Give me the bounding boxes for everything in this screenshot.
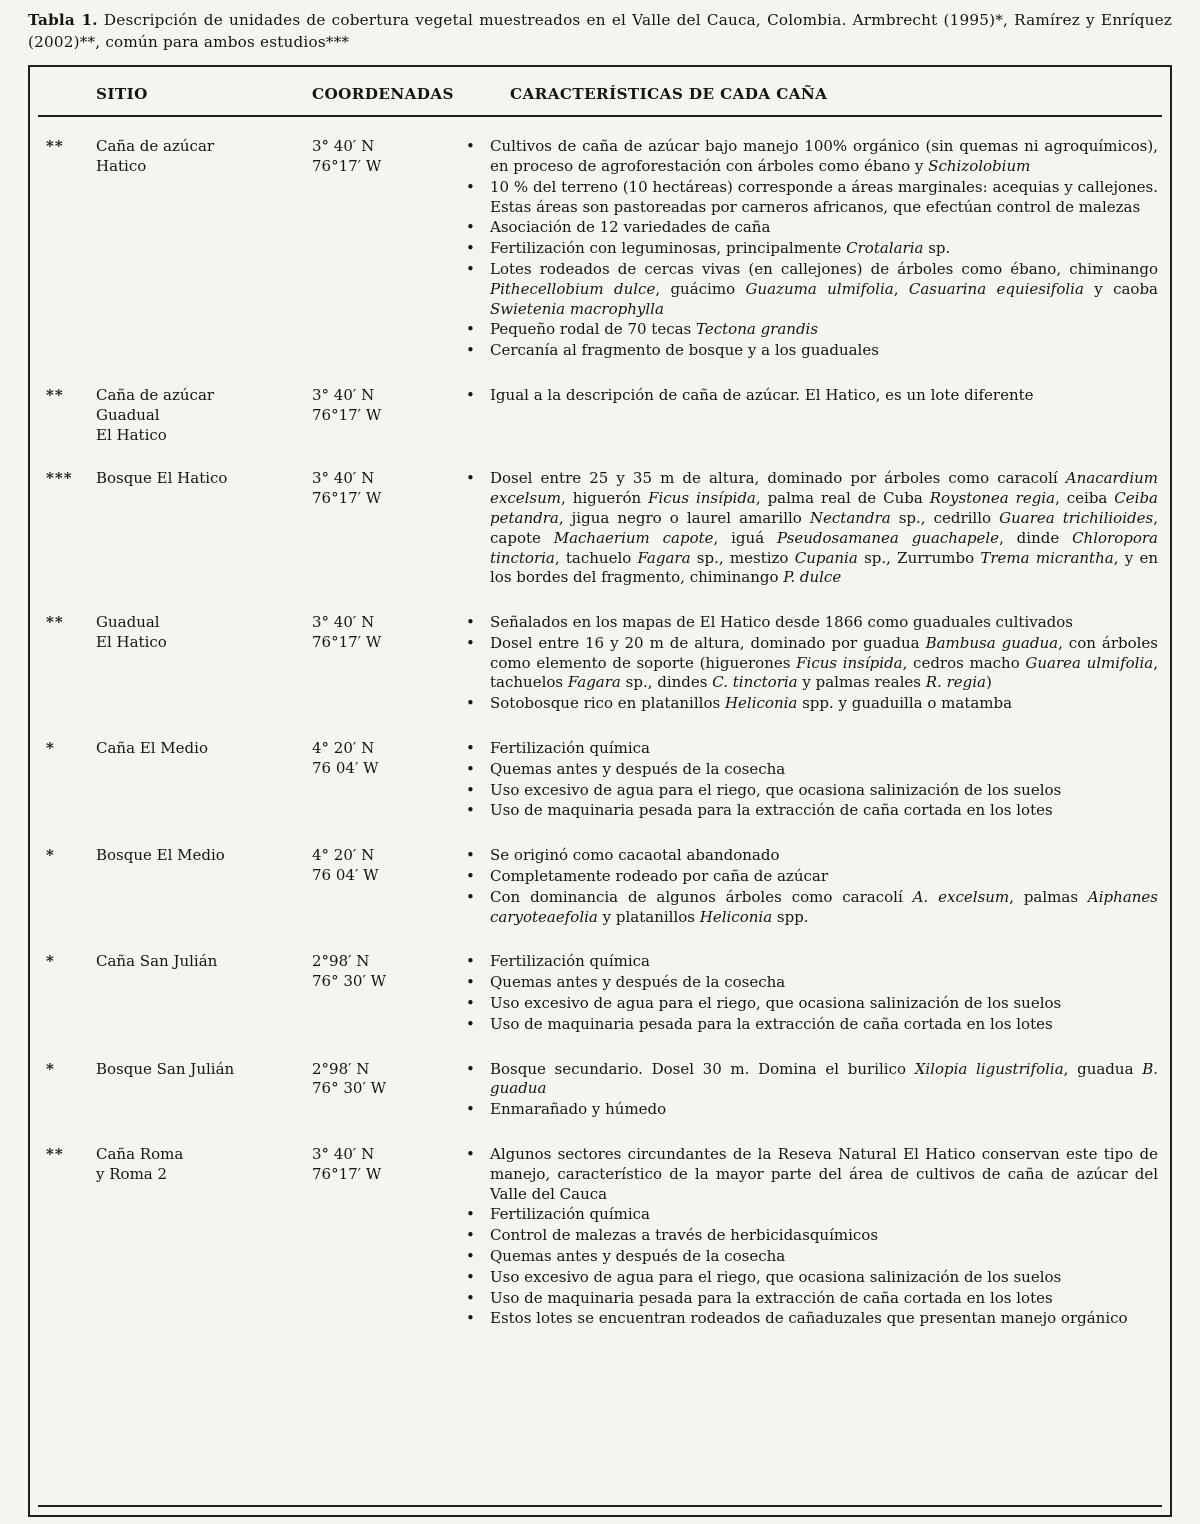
sitio-line: Caña San Julián (96, 952, 218, 971)
species-name: Casuarina equiesifolia (908, 279, 1084, 298)
bullet-glyph: • (466, 952, 475, 971)
coordenadas-cell (292, 1060, 464, 1121)
species-name: P. dulce (783, 568, 842, 587)
sitio-line: Caña Roma (96, 1145, 184, 1164)
bullet-glyph: • (466, 341, 475, 360)
bullet-glyph: • (466, 1145, 475, 1164)
table-row (38, 469, 1162, 589)
species-name: Roystonea regia (929, 489, 1056, 508)
sitio-cell (96, 1145, 292, 1330)
coordenadas-line: 3° 40′ N (312, 613, 375, 632)
study-marker: * (46, 952, 55, 971)
bullet-glyph: • (466, 218, 475, 237)
coordenadas-cell (292, 846, 464, 928)
bullet-item (464, 137, 1158, 177)
bullet-glyph: • (466, 1100, 475, 1119)
sitio-line: Caña de azúcar (96, 137, 215, 156)
coordenadas-cell (292, 386, 464, 445)
bullet-text: Uso excesivo de agua para el riego, que ocasiona salinización de los suelos (490, 994, 1062, 1013)
species-name: Fagara (637, 548, 691, 567)
bullet-text: Dosel entre 16 y 20 m de altura, dominado por guadua Bambusa guadua, con árboles como elemento de soporte (higuerones Ficus insípida, cedros macho Guarea ulmifolia, tachuelos Fagara sp., dindes C. tinctoria y palmas reales R. regia) (490, 633, 1158, 692)
bullet-text: Uso excesivo de agua para el riego, que ocasiona salinización de los suelos (490, 1267, 1062, 1286)
sitio-line: Guadual (96, 405, 160, 424)
header-coordenadas: COORDENADAS (312, 85, 454, 104)
coordenadas-line: 76° 30′ W (312, 1079, 387, 1098)
bullet-text: Uso de maquinaria pesada para la extracción de caña cortada en los lotes (490, 1014, 1053, 1033)
species-name: Cupania (794, 548, 858, 567)
species-name: Anacardium excelsum (490, 469, 1158, 508)
table-header-row (38, 67, 1162, 117)
coordenadas-cell (292, 137, 464, 362)
coordenadas-line: 76 04′ W (312, 758, 379, 777)
bullet-text: Uso de maquinaria pesada para la extracción de caña cortada en los lotes (490, 1288, 1053, 1307)
sitio-line: El Hatico (96, 632, 167, 651)
bullet-item (464, 867, 1158, 887)
bullet-glyph: • (466, 1288, 475, 1307)
species-name: R. regia (925, 673, 986, 692)
coordenadas-line: 76°17′ W (312, 405, 382, 424)
coordenadas-line: 4° 20′ N (312, 846, 375, 865)
sitio-cell (96, 469, 292, 589)
sitio-line: Caña El Medio (96, 739, 208, 758)
bullet-glyph: • (466, 759, 475, 778)
species-name: Xilopia ligustrifolia (914, 1059, 1064, 1078)
coordenadas-line: 3° 40′ N (312, 137, 375, 156)
bullet-text: Cercanía al fragmento de bosque y a los guaduales (490, 341, 879, 360)
bullet-item (464, 1145, 1158, 1204)
bullet-item (464, 846, 1158, 866)
species-name: Ceiba petandra (490, 489, 1158, 527)
bullet-item (464, 760, 1158, 780)
bullet-glyph: • (466, 867, 475, 886)
species-name: B. guadua (490, 1059, 1158, 1098)
bullet-glyph: • (466, 1247, 475, 1266)
bullet-text: Pequeño rodal de 70 tecas Tectona grandis (490, 320, 819, 339)
bullet-item (464, 801, 1158, 821)
table-row (38, 739, 1162, 822)
bullet-text: Algunos sectores circundantes de la Reseva Natural El Hatico conservan este tipo de manejo, característico de la mayor parte del área de cultivos de caña de azúcar del Valle del Cauca (490, 1145, 1158, 1203)
caption-label: Tabla 1. (28, 11, 98, 29)
bullet-glyph: • (466, 1267, 475, 1286)
bullet-item (464, 1289, 1158, 1309)
bullet-glyph: • (466, 469, 475, 488)
species-name: Pithecellobium dulce (490, 279, 656, 298)
study-marker: ** (46, 137, 64, 156)
bullet-item (464, 218, 1158, 238)
table-caption (28, 10, 1172, 53)
header-marker-spacer (38, 85, 96, 103)
caracteristicas-cell (464, 1060, 1162, 1121)
study-marker: ** (46, 1145, 64, 1164)
bullet-item (464, 1015, 1158, 1035)
species-name: Fagara (567, 673, 621, 692)
bullet-item (464, 469, 1158, 588)
caracteristicas-cell (464, 613, 1162, 715)
coordenadas-line: 76°17′ W (312, 632, 382, 651)
table-body (38, 117, 1162, 1505)
bullet-glyph: • (466, 633, 475, 652)
bullet-glyph: • (466, 259, 475, 278)
bullet-glyph: • (466, 846, 475, 865)
sitio-cell (96, 739, 292, 822)
coordenadas-line: 76°17′ W (312, 489, 382, 508)
bullet-glyph: • (466, 1014, 475, 1033)
coordenadas-line: 76° 30′ W (312, 972, 387, 991)
sitio-line: Bosque El Hatico (96, 469, 228, 488)
bullet-item (464, 1060, 1158, 1100)
bullet-item (464, 1268, 1158, 1288)
coordenadas-line: 4° 20′ N (312, 739, 375, 758)
table-row (38, 1060, 1162, 1121)
sitio-line: Bosque El Medio (96, 846, 225, 865)
bullet-glyph: • (466, 887, 475, 906)
study-marker: * (46, 846, 55, 865)
bullet-text: Fertilización química (490, 1205, 650, 1224)
study-marker: *** (46, 469, 73, 488)
coordenadas-cell (292, 469, 464, 589)
species-name: C. tinctoria (712, 673, 798, 692)
header-sitio: SITIO (96, 85, 148, 104)
bullet-text: Señalados en los mapas de El Hatico desde 1866 como guaduales cultivados (490, 613, 1073, 632)
coordenadas-line: 3° 40′ N (312, 1145, 375, 1164)
species-name: Ficus insípida (648, 489, 756, 508)
table-row (38, 613, 1162, 715)
caracteristicas-cell (464, 739, 1162, 822)
coordenadas-line: 2°98′ N (312, 952, 370, 971)
species-name: Schizolobium (928, 156, 1031, 175)
species-name: Crotalaria (846, 239, 924, 258)
sitio-cell (96, 137, 292, 362)
sitio-cell (96, 386, 292, 445)
study-marker: ** (46, 385, 64, 404)
caracteristicas-cell (464, 469, 1162, 589)
bullet-text: Sotobosque rico en platanillos Heliconia spp. y guaduilla o matamba (490, 694, 1013, 713)
bullet-glyph: • (466, 694, 475, 713)
bullet-text: Estos lotes se encuentran rodeados de cañaduzales que presentan manejo orgánico (490, 1309, 1128, 1328)
bullet-item (464, 888, 1158, 928)
sitio-line: Bosque San Julián (96, 1059, 235, 1078)
coordenadas-cell (292, 952, 464, 1035)
sitio-cell (96, 1060, 292, 1121)
bullet-item (464, 386, 1158, 406)
bullet-item (464, 1205, 1158, 1225)
coordenadas-line: 76 04′ W (312, 866, 379, 885)
coordenadas-line: 76°17′ W (312, 156, 382, 175)
species-name: Pseudosamanea guachapele (777, 528, 1000, 547)
species-name: Aiphanes caryoteaefolia (490, 887, 1158, 926)
bullet-text: Uso excesivo de agua para el riego, que ocasiona salinización de los suelos (490, 780, 1062, 799)
species-name: A. excelsum (912, 887, 1010, 906)
bullet-glyph: • (466, 1226, 475, 1245)
coordenadas-line: 2°98′ N (312, 1059, 370, 1078)
bullet-item (464, 1226, 1158, 1246)
caracteristicas-cell (464, 1145, 1162, 1330)
table-bottom-rule (38, 1505, 1162, 1507)
bullet-item (464, 1100, 1158, 1120)
table-row (38, 1145, 1162, 1330)
bullet-text: Fertilización química (490, 739, 650, 758)
bullet-item (464, 239, 1158, 259)
species-name: Swietenia macrophylla (490, 299, 664, 318)
species-name: Tectona grandis (696, 320, 819, 339)
sitio-cell (96, 613, 292, 715)
bullet-text: Con dominancia de algunos árboles como caracolí A. excelsum, palmas Aiphanes caryoteaefolia y platanillos Heliconia spp. (490, 887, 1158, 926)
caracteristicas-cell (464, 137, 1162, 362)
bullet-text: Completamente rodeado por caña de azúcar (490, 867, 828, 886)
header-caracteristicas: CARACTERÍSTICAS DE CADA CAÑA (510, 85, 828, 104)
bullet-text: Fertilización química (490, 952, 650, 971)
species-name: Machaerium capote (553, 528, 714, 547)
bullet-text: Fertilización con leguminosas, principalmente Crotalaria sp. (490, 239, 951, 258)
bullet-item (464, 1309, 1158, 1329)
sitio-line: Guadual (96, 613, 160, 632)
bullet-item (464, 320, 1158, 340)
bullet-text: Bosque secundario. Dosel 30 m. Domina el burilico Xilopia ligustrifolia, guadua B. guadua (490, 1059, 1158, 1098)
bullet-item (464, 613, 1158, 633)
bullet-text: Quemas antes y después de la cosecha (490, 759, 786, 778)
bullet-item (464, 178, 1158, 218)
bullet-item (464, 781, 1158, 801)
bullet-text: Igual a la descripción de caña de azúcar. El Hatico, es un lote diferente (490, 385, 1034, 404)
bullet-glyph: • (466, 385, 475, 404)
species-name: Heliconia (724, 694, 798, 713)
species-name: Chloropora tinctoria (490, 528, 1158, 567)
bullet-item (464, 1247, 1158, 1267)
bullet-text: Control de malezas a través de herbicidasquímicos (490, 1226, 879, 1245)
coordenadas-line: 3° 40′ N (312, 385, 375, 404)
bullet-glyph: • (466, 1205, 475, 1224)
bullet-glyph: • (466, 739, 475, 758)
species-name: Guazuma ulmifolia (745, 279, 894, 298)
caption-text: Descripción de unidades de cobertura vegetal muestreados en el Valle del Cauca, Colombia. Armbrecht (1995)*, Ramírez y Enríquez (2002)**, común para ambos estudios*** (28, 11, 1172, 51)
bullet-text: Asociación de 12 variedades de caña (490, 218, 771, 237)
bullet-glyph: • (466, 137, 475, 156)
bullet-glyph: • (466, 780, 475, 799)
bullet-text: Uso de maquinaria pesada para la extracción de caña cortada en los lotes (490, 801, 1053, 820)
sitio-line: Hatico (96, 156, 147, 175)
caracteristicas-cell (464, 846, 1162, 928)
sitio-cell (96, 952, 292, 1035)
bullet-glyph: • (466, 239, 475, 258)
bullet-item (464, 260, 1158, 319)
species-name: Bambusa guadua (925, 633, 1059, 652)
bullet-glyph: • (466, 1309, 475, 1328)
bullet-text: Quemas antes y después de la cosecha (490, 973, 786, 992)
bullet-text: Dosel entre 25 y 35 m de altura, dominado por árboles como caracolí Anacardium excelsum, higuerón Ficus insípida, palma real de Cuba Roystonea regia, ceiba Ceiba petandra, jigua negro o laurel amarillo Nectandra sp., cedrillo Guarea trichilioides, capote Machaerium capote, iguá Pseudosamanea guachapele, dinde Chloropora tinctoria, tachuelo Fagara sp., mestizo Cupania sp., Zurrumbo Trema micrantha, y en los bordes del fragmento, chiminango P. dulce (490, 469, 1158, 587)
species-name: Heliconia (699, 907, 773, 926)
species-name: Guarea ulmifolia (1025, 653, 1154, 672)
bullet-glyph: • (466, 320, 475, 339)
table-row (38, 137, 1162, 362)
table-row (38, 386, 1162, 445)
species-name: Ficus insípida (796, 653, 903, 672)
study-marker: * (46, 1059, 55, 1078)
bullet-text: 10 % del terreno (10 hectáreas) corresponde a áreas marginales: acequias y callejones. Estas áreas son pastoreadas por carneros africanos, que efectúan control de malezas (490, 177, 1158, 216)
species-name: Nectandra (809, 508, 891, 527)
bullet-item (464, 341, 1158, 361)
coordenadas-cell (292, 613, 464, 715)
coordenadas-cell (292, 1145, 464, 1330)
table-frame (28, 65, 1172, 1517)
bullet-item (464, 634, 1158, 693)
bullet-text: Cultivos de caña de azúcar bajo manejo 100% orgánico (sin quemas ni agroquímicos), en proceso de agroforestación con árboles como ébano y Schizolobium (490, 137, 1158, 175)
study-marker: ** (46, 613, 64, 632)
table-row (38, 846, 1162, 928)
bullet-glyph: • (466, 613, 475, 632)
coordenadas-cell (292, 739, 464, 822)
bullet-text: Se originó como cacaotal abandonado (490, 846, 780, 865)
bullet-glyph: • (466, 1059, 475, 1078)
bullet-item (464, 952, 1158, 972)
species-name: Guarea trichilioides (999, 508, 1154, 527)
bullet-text: Quemas antes y después de la cosecha (490, 1247, 786, 1266)
caracteristicas-cell (464, 386, 1162, 445)
sitio-line: El Hatico (96, 425, 167, 444)
bullet-item (464, 994, 1158, 1014)
bullet-glyph: • (466, 994, 475, 1013)
bullet-glyph: • (466, 973, 475, 992)
caracteristicas-cell (464, 952, 1162, 1035)
sitio-cell (96, 846, 292, 928)
sitio-line: y Roma 2 (96, 1164, 168, 1183)
species-name: Trema micrantha (980, 548, 1114, 567)
bullet-glyph: • (466, 801, 475, 820)
bullet-text: Lotes rodeados de cercas vivas (en callejones) de árboles como ébano, chiminango Pithecellobium dulce, guácimo Guazuma ulmifolia, Casuarina equiesifolia y caoba Swietenia macrophylla (490, 259, 1159, 318)
bullet-glyph: • (466, 177, 475, 196)
bullet-item (464, 694, 1158, 714)
study-marker: * (46, 739, 55, 758)
bullet-text: Enmarañado y húmedo (490, 1100, 667, 1119)
bullet-item (464, 973, 1158, 993)
bullet-item (464, 739, 1158, 759)
table-row (38, 952, 1162, 1035)
coordenadas-line: 76°17′ W (312, 1164, 382, 1183)
sitio-line: Caña de azúcar (96, 385, 215, 404)
coordenadas-line: 3° 40′ N (312, 469, 375, 488)
